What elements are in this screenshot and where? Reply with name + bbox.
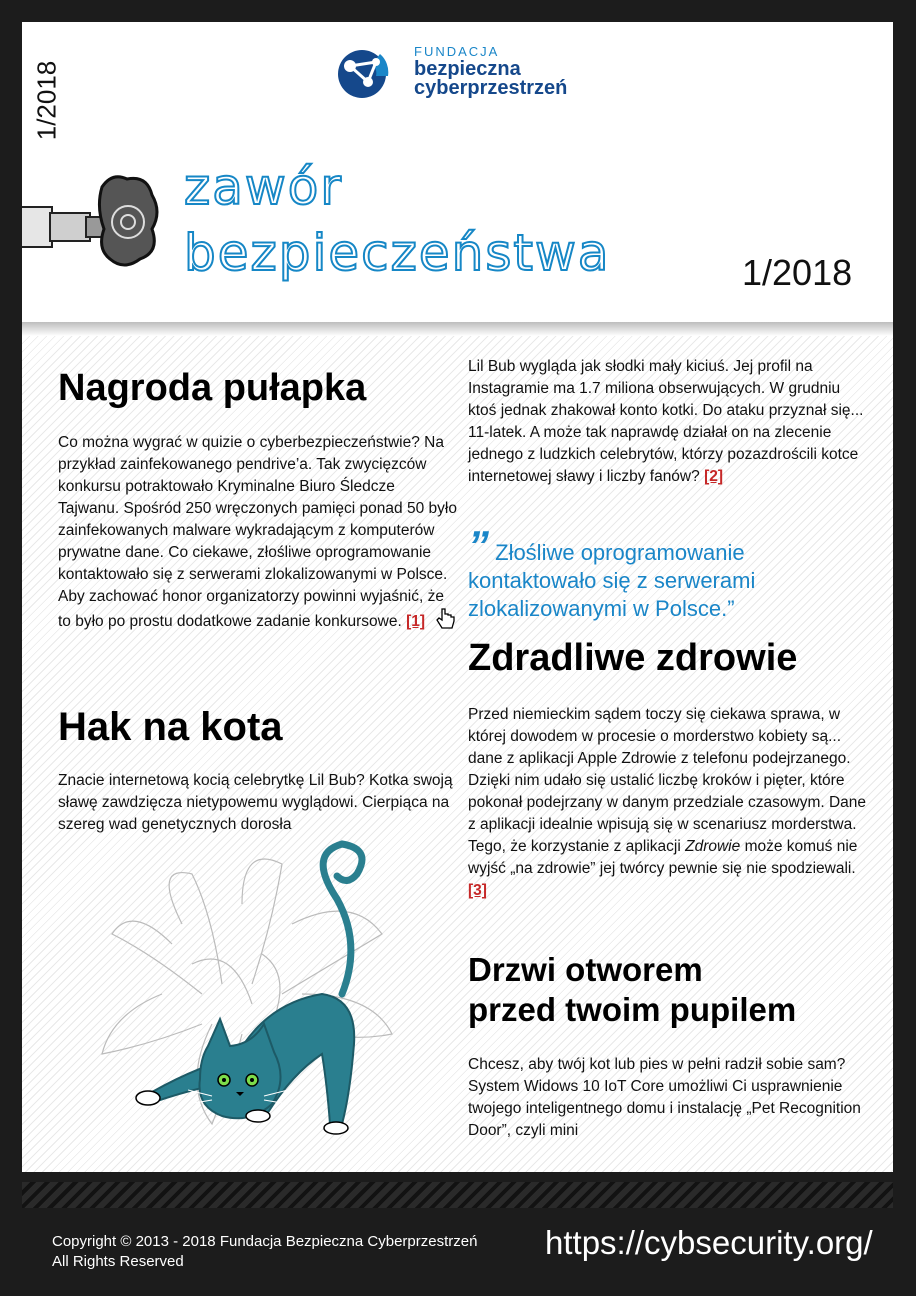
article-body: Chcesz, aby twój kot lub pies w pełni radził sobie sam? System Widows 10 IoT Core umożliwi Ci usprawnienie twojego inteligentnego domu i instalację „Pet Recognition Door”, czyli mini xyxy=(468,1056,861,1139)
website-link[interactable]: https://cybsecurity.org/ xyxy=(545,1224,873,1261)
article-body xyxy=(468,704,868,902)
copyright-line1: Copyright © 2013 - 2018 Fundacja Bezpieczna Cyberprzestrzeń xyxy=(52,1233,478,1250)
article-body xyxy=(58,432,458,633)
quote-text-block xyxy=(468,522,868,623)
logo-name xyxy=(414,60,567,98)
article-hak xyxy=(58,704,458,836)
article-text: Przed niemieckim sądem toczy się ciekawa sprawa, w której dowodem w procesie o morderstwo kobiety są... dane z aplikacji Apple Zdrowie z telefonu podejrzanego. Dzięki nim udało się ustalić liczbę kroków i pięter, które pokonał podejrzany w danym przedziale czasowym. Dane z aplikacji idealnie wpisują się w scenariusz morderstwa. Tego, że korzystanie z aplikacji xyxy=(468,706,867,855)
header xyxy=(22,22,893,330)
cat-illustration xyxy=(92,824,422,1154)
quote-mark: ” xyxy=(468,522,489,569)
content-area xyxy=(22,336,893,1172)
logo-small-text: FUNDACJA xyxy=(414,44,500,59)
article-heading xyxy=(468,950,868,1030)
pull-quote xyxy=(468,522,868,623)
article-drzwi xyxy=(468,950,868,1142)
article-heading: Zdradliwe zdrowie xyxy=(468,637,798,679)
issue-number: 1/2018 xyxy=(742,252,853,293)
title-line1: zawór xyxy=(184,158,343,216)
article-zdradliwe xyxy=(468,636,868,902)
article-heading: Hak na kota xyxy=(58,705,283,749)
reference-link-2[interactable]: [2] xyxy=(704,468,724,485)
footer-stripes xyxy=(22,1182,893,1208)
heading-line2: przed twoim pupilem xyxy=(468,991,797,1028)
logo-line1: bezpieczna xyxy=(414,58,521,80)
footer xyxy=(0,1172,916,1296)
valve-illustration xyxy=(22,167,162,277)
article-text-end: może komuś nie wyjść „na zdrowie” jej twórcy pewnie się nie spodziewali. xyxy=(468,838,858,877)
hand-pointer-icon xyxy=(435,608,457,632)
article-hak-continued xyxy=(468,356,868,488)
cs-logo-icon xyxy=(332,42,408,102)
issue-vertical xyxy=(32,50,62,150)
article-text: Co można wygrać w quizie o cyberbezpieczeństwie? Na przykład zainfekowanego pendrive’a. Tak zwycięzców konkursu potraktowało Kryminalne Biuro Śledcze Tajwanu. Spośród 250 wręczonych pamięci ponad 50 było zainfekowanych malware wykradającym z komputerów prywatne dane. Co ciekawe, złośliwe oprogramowanie kontaktowało się z serwerami zlokalizowanymi w Polsce. Aby zachować honor organizatorzy powinni wyjaśnić, że to było po prostu dodatkowe zadanie konkursowe. xyxy=(58,434,457,630)
article-emphasis: Zdrowie xyxy=(685,838,741,855)
article-text: Lil Bub wygląda jak słodki mały kiciuś. Jej profil na Instagramie ma 1.7 miliona obserwujących. W grudniu ktoś jednak zhakował konto kotki. Do ataku przyznał się... 11-latek. A może tak naprawdę działał on na zlecenie jednego z ludzkich celebrytów, którzy pozazdrościli kotce internetowej sławy i liczby fanów? xyxy=(468,358,864,485)
newsletter-title xyxy=(184,154,611,286)
header-divider xyxy=(22,322,893,336)
title-line2: bezpieczeństwa xyxy=(184,224,611,282)
quote-text: Złośliwe oprogramowanie kontaktowało się z serwerami zlokalizowanymi w Polsce.” xyxy=(468,540,756,621)
article-body: Znacie internetową kocią celebrytkę Lil Bub? Kotka swoją sławę zawdzięcza nietypowemu wyglądowi. Cierpiąca na szereg wad genetycznych dorosła xyxy=(58,772,453,833)
article-heading: Nagroda pułapka xyxy=(58,367,367,409)
reference-link-3[interactable]: [3] xyxy=(468,882,487,899)
copyright-line2: All Rights Reserved xyxy=(52,1253,184,1270)
article-nagroda xyxy=(58,366,458,633)
article-body xyxy=(468,356,868,488)
page-sheet xyxy=(22,22,893,1172)
issue-vertical-label: 1/2018 xyxy=(31,60,62,141)
logo-line2: cyberprzestrzeń xyxy=(414,77,568,99)
reference-link-1[interactable]: [1] xyxy=(406,613,426,630)
foundation-logo xyxy=(332,42,632,102)
heading-line1: Drzwi otworem xyxy=(468,951,703,988)
copyright xyxy=(52,1232,477,1272)
